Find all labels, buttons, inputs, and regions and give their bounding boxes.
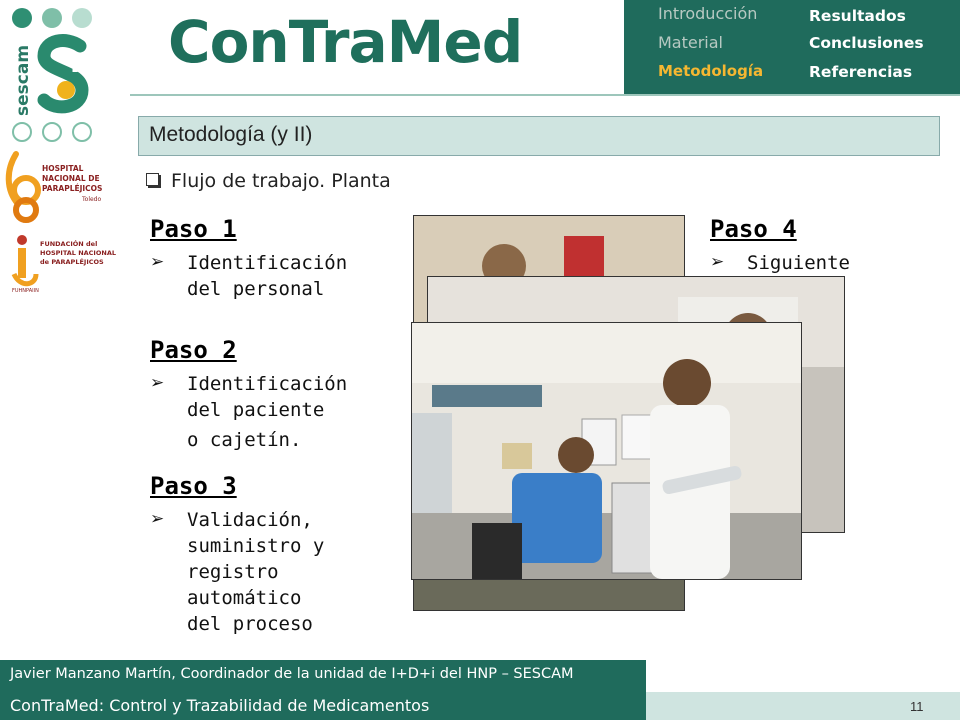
logo-ring bbox=[42, 122, 62, 142]
page-number: 11 bbox=[910, 699, 924, 714]
step-2-title: Paso 2 bbox=[150, 336, 237, 364]
arrow-bullet-icon: ➢ bbox=[150, 252, 165, 272]
checkbox-bullet-icon bbox=[146, 173, 159, 186]
logo-dot bbox=[72, 8, 92, 28]
workflow-bullet bbox=[146, 170, 391, 192]
logo-ring bbox=[12, 122, 32, 142]
sescam-wordmark: sescam bbox=[13, 44, 33, 116]
hospital-logo bbox=[4, 150, 120, 230]
nav-introduccion[interactable]: Introducción bbox=[658, 4, 758, 23]
bullet-text: Flujo de trabajo. Planta bbox=[171, 170, 391, 192]
footer-project: ConTraMed: Control y Trazabilidad de Medicamentos bbox=[10, 696, 430, 715]
step-2-text: Identificación del paciente o cajetín. bbox=[187, 373, 348, 451]
step-1-text: Identificación del personal bbox=[187, 252, 348, 300]
foundation-tag: FUHNPAIIN bbox=[12, 288, 39, 294]
sescam-logo bbox=[0, 0, 130, 150]
foundation-emblem-icon bbox=[10, 234, 40, 288]
nav-referencias[interactable]: Referencias bbox=[809, 63, 913, 81]
nav-metodologia[interactable]: Metodología bbox=[658, 62, 764, 80]
hospital-city: Toledo bbox=[82, 196, 102, 203]
hospital-name: HOSPITAL NACIONAL DE PARAPLÉJICOS bbox=[42, 164, 103, 193]
step-4-text: Siguiente bbox=[747, 252, 850, 274]
sescam-s-icon bbox=[36, 34, 90, 114]
nav-conclusiones[interactable]: Conclusiones bbox=[809, 34, 924, 52]
foundation-name: FUNDACIÓN del HOSPITAL NACIONAL de PARAPLÉJICOS bbox=[40, 240, 116, 266]
step-3-text: Validación, suministro y registro automático del proceso bbox=[187, 509, 325, 635]
foundation-logo bbox=[10, 234, 120, 300]
section-title: Metodología (y II) bbox=[138, 116, 940, 156]
header-divider bbox=[130, 94, 960, 96]
arrow-bullet-icon: ➢ bbox=[150, 373, 165, 393]
arrow-bullet-icon: ➢ bbox=[150, 509, 165, 529]
step-3-title: Paso 3 bbox=[150, 472, 237, 500]
nav-material[interactable]: Material bbox=[658, 33, 723, 52]
step-4-title: Paso 4 bbox=[710, 215, 797, 243]
logo-dot bbox=[12, 8, 32, 28]
logo-ring bbox=[72, 122, 92, 142]
section-nav bbox=[624, 0, 960, 94]
arrow-bullet-icon: ➢ bbox=[710, 252, 725, 272]
footer-author: Javier Manzano Martín, Coordinador de la unidad de I+D+i del HNP – SESCAM bbox=[10, 666, 574, 682]
workflow-photo-front bbox=[411, 322, 802, 580]
footer bbox=[0, 660, 646, 720]
app-title: ConTraMed bbox=[168, 8, 523, 76]
nav-resultados[interactable]: Resultados bbox=[809, 7, 906, 25]
step-1-title: Paso 1 bbox=[150, 215, 237, 243]
hospital-emblem-icon bbox=[4, 150, 44, 226]
logo-dot bbox=[42, 8, 62, 28]
